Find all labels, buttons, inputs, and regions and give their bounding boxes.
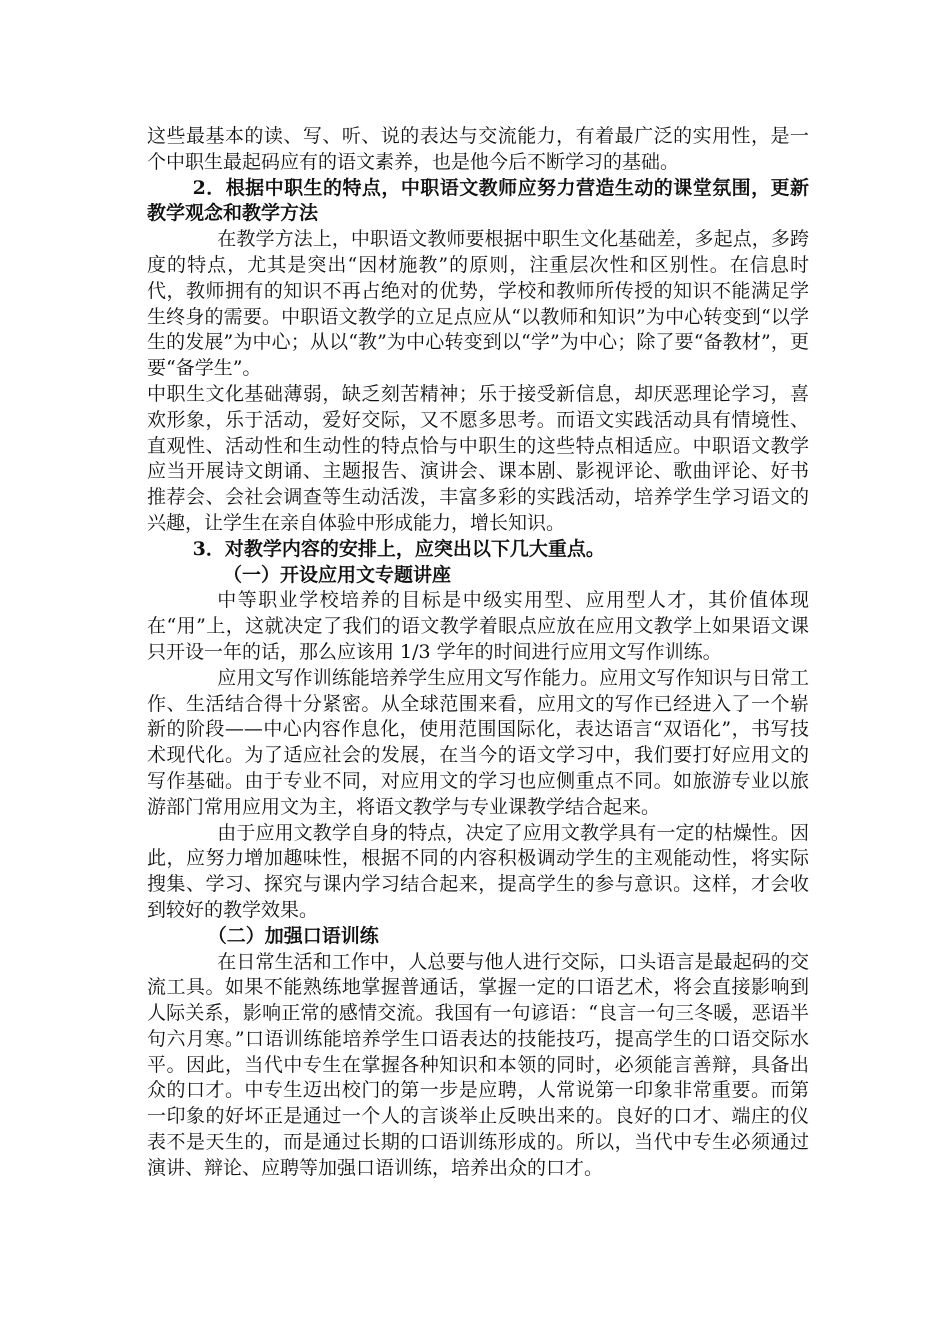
document-page	[147, 124, 809, 1182]
paragraph-applied-writing-training: 应用文写作训练能培养学生应用文写作能力。应用文写作知识与日常工作、生活结合得十分紧密。从全球范围来看，应用文的写作已经进入了一个崭新的阶段——中心内容作息化，使用范围国际化，表达语言“双语化”，书写技术现代化。为了适应社会的发展，在当今的语文学习中，我们要打好应用文的写作基础。由于专业不同，对应用文的学习也应侧重点不同。如旅游专业以旅游部门常用应用文为主，将语文教学与专业课教学结合起来。	[147, 666, 809, 818]
paragraph-student-traits: 中职生文化基础薄弱，缺乏刻苦精神；乐于接受新信息，却厌恶理论学习，喜欢形象，乐于活动，爱好交际，又不愿多思考。而语文实践活动具有情境性、直观性、活动性和生动性的特点恰与中职生的这些特点相适应。中职语文教学应当开展诗文朗诵、主题报告、演讲会、课本剧、影视评论、歌曲评论、好书推荐会、会社会调查等生动活泼，丰富多彩的实践活动，培养学生学习语文的兴趣，让学生在亲自体验中形成能力，增长知识。	[147, 382, 809, 534]
paragraph-intro: 这些最基本的读、写、听、说的表达与交流能力，有着最广泛的实用性，是一个中职生最起码应有的语文素养，也是他今后不断学习的基础。	[147, 125, 809, 173]
subsection-heading-1: （一）开设应用文专题讲座	[223, 563, 452, 586]
paragraph-applied-writing-goal: 中等职业学校培养的目标是中级实用型、应用型人才，其价值体现在“用”上，这就决定了我们的语文教学着眼点应放在应用文教学上如果语文课只开设一年的话，那么应该用 1/3 学年的时间进行应用文写作训练。	[147, 589, 809, 663]
paragraph-teaching-method: 在教学方法上，中职语文教师要根据中职生文化基础差，多起点，多跨度的特点，尤其是突出“因材施教”的原则，注重层次性和区别性。在信息时代，教师拥有的知识不再占绝对的优势，学校和教师所传授的知识不能满足学生终身的需要。中职语文教学的立足点应从“以教师和知识”为中心转变到“以学生的发展”为中心；从以“教”为中心转变到以“学”为中心；除了要“备教材”，更要“备学生”。	[147, 228, 809, 380]
subsection-heading-2: （二）加强口语训练	[207, 924, 379, 947]
section-heading-2: 2．根据中职生的特点，中职语文教师应努力营造生动的课堂氛围，更新教学观念和教学方法	[147, 176, 809, 225]
paragraph-oral-training: 在日常生活和工作中，人总要与他人进行交际，口头语言是最起码的交流工具。如果不能熟练地掌握普通话，掌握一定的口语艺术，将会直接影响到人际关系，影响正常的感情交流。我国有一句谚语：“良言一句三冬暖，恶语半句六月寒。”口语训练能培养学生口语表达的技能技巧，提高学生的口语交际水平。因此，当代中专生在掌握各种知识和本领的同时，必须能言善辩，具备出众的口才。中专生迈出校门的第一步是应聘，人常说第一印象非常重要。而第一印象的好坏正是通过一个人的言谈举止反映出来的。良好的口才、端庄的仪表不是天生的，而是通过长期的口语训练形成的。所以，当代中专生必须通过演讲、辩论、应聘等加强口语训练，培养出众的口才。	[147, 950, 809, 1179]
paragraph-applied-writing-interest: 由于应用文教学自身的特点，决定了应用文教学具有一定的枯燥性。因此，应努力增加趣味性，根据不同的内容积极调动学生的主观能动性，将实际搜集、学习、探究与课内学习结合起来，提高学生的参与意识。这样，才会收到较好的教学效果。	[147, 821, 809, 921]
section-heading-3: 3．对教学内容的安排上，应突出以下几大重点。	[192, 537, 605, 560]
